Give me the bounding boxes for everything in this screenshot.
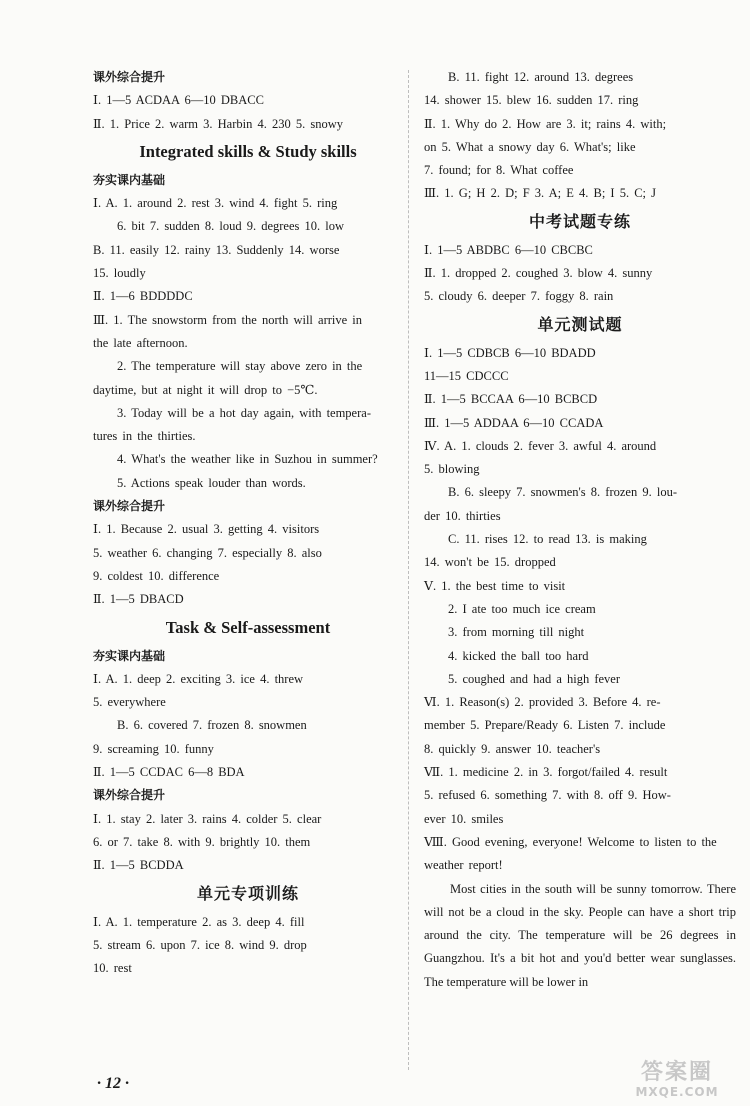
answer-line: Ⅱ. 1—5 BCDDA (93, 858, 184, 873)
answer-line: 5. refused 6. something 7. with 8. off 9. How- (424, 788, 671, 803)
answer-line: Ⅳ. A. 1. clouds 2. fever 3. awful 4. around (424, 438, 657, 453)
answer-line: Ⅲ. 1—5 ADDAA 6—10 CCADA (424, 415, 604, 430)
answer-line: 6. or 7. take 8. with 9. brightly 10. them (93, 834, 311, 849)
section-title: 中考试题专练 (528, 211, 631, 231)
answer-line: ever 10. smiles (424, 811, 504, 826)
section-title: Integrated skills & Study skills (139, 141, 357, 161)
answer-line: Ⅰ. 1—5 CDBCB 6—10 BDADD (424, 345, 596, 360)
watermark-url: MXQE.COM (635, 1085, 719, 1099)
subsection-heading: 课外综合提升 (93, 499, 166, 514)
answer-line: 15. loudly (93, 266, 146, 281)
answer-line: Ⅱ. 1. Why do 2. How are 3. it; rains 4. with; (424, 116, 667, 131)
answer-line: Ⅱ. 1—5 DBACD (93, 592, 184, 607)
answer-line: 8. quickly 9. answer 10. teacher's (424, 741, 601, 756)
answer-line: daytime, but at night it will drop to −5℃. (93, 382, 318, 397)
answer-line: 5. coughed and had a high fever (448, 671, 621, 686)
answer-line: 5. blowing (424, 462, 480, 477)
answer-line: Ⅱ. 1. Price 2. warm 3. Harbin 4. 230 5. snowy (93, 116, 343, 131)
section-title: Task & Self-assessment (165, 617, 331, 637)
answer-line: 5. stream 6. upon 7. ice 8. wind 9. drop (93, 937, 307, 952)
answer-line: Ⅶ. 1. medicine 2. in 3. forgot/failed 4. result (424, 765, 668, 780)
answer-line: 6. bit 7. sudden 8. loud 9. degrees 10. low (117, 219, 345, 234)
answer-line: Ⅲ. 1. G; H 2. D; F 3. A; E 4. B; I 5. C; J (424, 186, 657, 201)
answer-line: Ⅰ. 1—5 ACDAA 6—10 DBACC (93, 93, 264, 108)
answer-line: C. 11. rises 12. to read 13. is making (448, 532, 647, 547)
answer-line: Ⅵ. 1. Reason(s) 2. provided 3. Before 4. re- (424, 695, 661, 710)
answer-line: Ⅱ. 1. dropped 2. coughed 3. blow 4. sunny (424, 266, 653, 281)
section-title: 单元专项训练 (196, 883, 299, 903)
answer-line: B. 6. covered 7. frozen 8. snowmen (117, 718, 307, 733)
answer-line: 14. won't be 15. dropped (424, 555, 556, 570)
answer-line: the late afternoon. (93, 335, 188, 350)
answer-line: 9. coldest 10. difference (93, 568, 220, 583)
answer-line: Ⅰ. A. 1. around 2. rest 3. wind 4. fight 5. ring (93, 196, 338, 211)
subsection-heading: 课外综合提升 (93, 70, 166, 84)
answer-line: Ⅷ. Good evening, everyone! Welcome to listen to the (424, 834, 717, 849)
answer-line: Ⅰ. A. 1. deep 2. exciting 3. ice 4. threw (93, 671, 304, 686)
answer-line: 3. from morning till night (448, 625, 585, 640)
answer-line: Ⅰ. 1. Because 2. usual 3. getting 4. visitors (93, 522, 320, 537)
answer-line: 9. screaming 10. funny (93, 741, 214, 756)
answer-line: 5. weather 6. changing 7. especially 8. also (93, 545, 322, 560)
answer-line: member 5. Prepare/Ready 6. Listen 7. include (424, 718, 666, 733)
answer-line: B. 6. sleepy 7. snowmen's 8. frozen 9. lou- (448, 485, 677, 500)
answer-line: 7. found; for 8. What coffee (424, 163, 574, 178)
answer-line: 10. rest (93, 961, 132, 976)
paragraph: Most cities in the south will be sunny tomorrow. There will not be a cloud in the sky. People can have a short trip around the city. The temperature will be 26 degrees in Guangzhou. It's a bit hot and you'd better wear sunglasses. The temperature will be lower in (424, 881, 736, 989)
answer-line: Ⅰ. A. 1. temperature 2. as 3. deep 4. fill (93, 914, 305, 929)
answer-line: Ⅱ. 1—5 BCCAA 6—10 BCBCD (424, 392, 598, 407)
answer-line: 2. The temperature will stay above zero in the (117, 359, 363, 374)
answer-line: 4. What's the weather like in Suzhou in summer? (117, 452, 378, 467)
answer-line: 11—15 CDCCC (424, 368, 509, 383)
subsection-heading: 夯实课内基础 (93, 648, 166, 663)
answer-line: 5. cloudy 6. deeper 7. foggy 8. rain (424, 289, 614, 304)
subsection-heading: 夯实课内基础 (93, 172, 166, 187)
left-column (93, 66, 403, 980)
watermark (612, 1062, 742, 1102)
answer-line: Ⅰ. 1. stay 2. later 3. rains 4. colder 5. clear (93, 811, 322, 826)
answer-line: B. 11. fight 12. around 13. degrees (448, 70, 634, 84)
page-number: · 12 · (97, 1075, 129, 1092)
answer-line: Ⅱ. 1—5 CCDAC 6—8 BDA (93, 765, 245, 780)
answer-line: tures in the thirties. (93, 429, 196, 444)
answer-line: 3. Today will be a hot day again, with tempera- (117, 405, 371, 420)
answer-line: Ⅰ. 1—5 ABDBC 6—10 CBCBC (424, 242, 593, 257)
answer-line: 2. I ate too much ice cream (448, 601, 596, 616)
answer-line: 14. shower 15. blew 16. sudden 17. ring (424, 93, 639, 108)
answer-line: B. 11. easily 12. rainy 13. Suddenly 14. worse (93, 242, 340, 257)
answer-line: weather report! (424, 858, 503, 873)
subsection-heading: 课外综合提升 (93, 788, 166, 803)
right-column (424, 66, 736, 994)
answer-line: Ⅲ. 1. The snowstorm from the north will arrive in (93, 312, 363, 327)
section-title: 单元测试题 (537, 314, 623, 334)
column-divider (408, 70, 409, 1070)
answer-line: der 10. thirties (424, 508, 501, 523)
answer-line: Ⅴ. 1. the best time to visit (424, 578, 566, 593)
watermark-logo: 答案圈 (640, 1060, 713, 1085)
answer-line: on 5. What a snowy day 6. What's; like (424, 139, 636, 154)
answer-line: Ⅱ. 1—6 BDDDDC (93, 289, 193, 304)
answer-line: 4. kicked the ball too hard (448, 648, 589, 663)
answer-line: 5. Actions speak louder than words. (117, 475, 306, 490)
answer-line: 5. everywhere (93, 695, 166, 710)
